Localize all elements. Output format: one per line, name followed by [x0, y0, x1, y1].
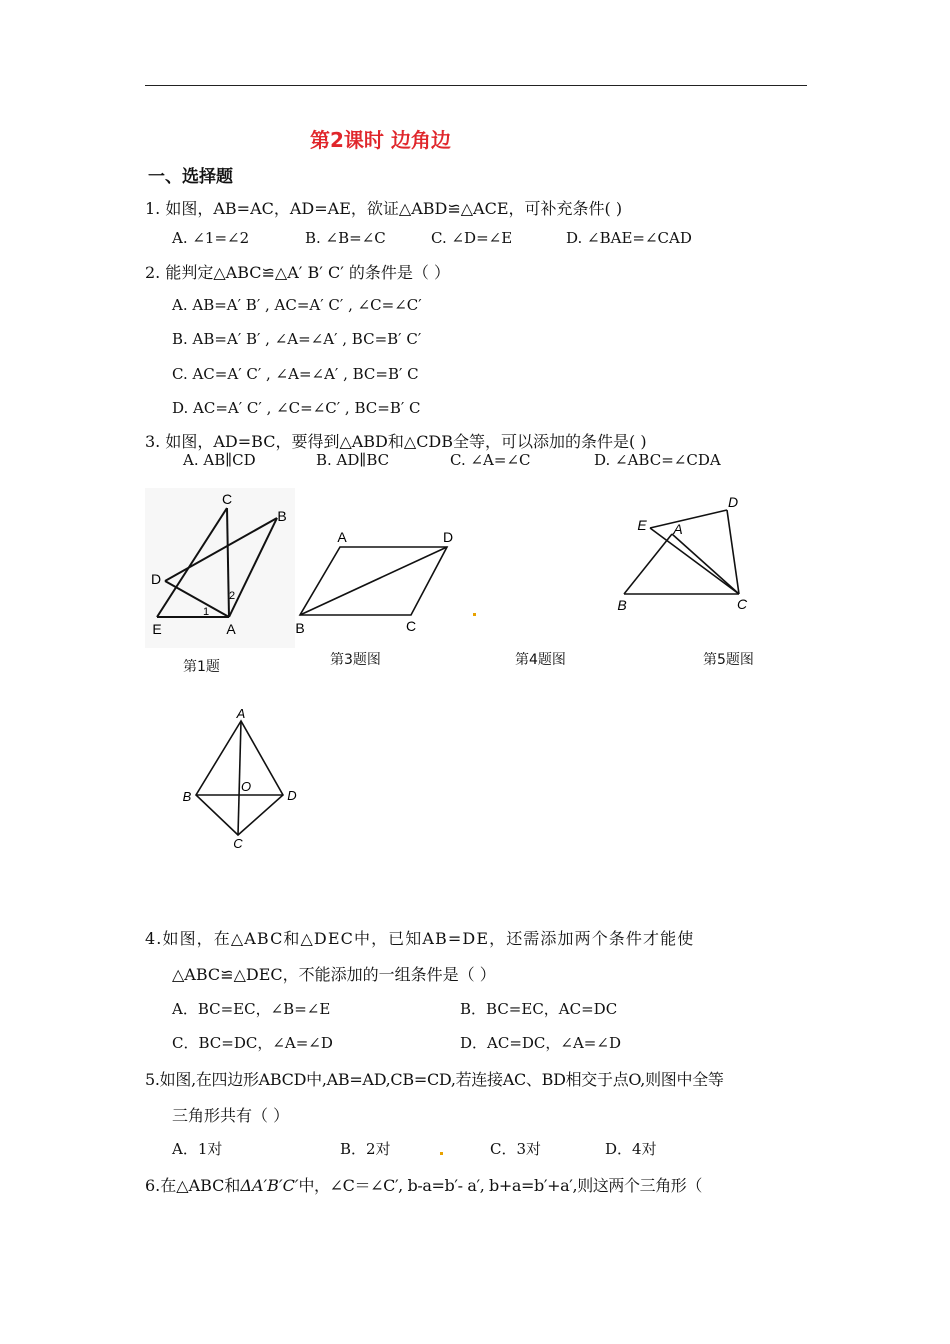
fig3-label-d: D [442, 529, 454, 545]
q3-option-a: A. AB∥CD [183, 451, 256, 469]
q4-stem-line2: △ABC≌△DEC，不能添加的一组条件是（ ） [172, 965, 496, 984]
fig3-label-b: B [295, 620, 305, 636]
fig5-label-c: C [233, 836, 243, 851]
q6-stem-part-a: 6.在△ABC和 [145, 1176, 241, 1195]
segment-dc [727, 510, 739, 594]
q5-option-d: D．4对 [605, 1140, 657, 1158]
fig5-label-o: O [240, 779, 252, 794]
segment-ed [650, 510, 727, 528]
fig1-label-angle-1: 1 [202, 606, 210, 618]
q1-option-a: A. ∠1=∠2 [172, 229, 250, 247]
figure-3-caption: 第3题图 [330, 652, 381, 668]
page-title: 第2课时 边角边 [310, 128, 451, 152]
diagonal-ac [238, 721, 241, 835]
fig1-label-d: D [150, 571, 162, 587]
marker-dot [440, 1152, 443, 1155]
q4-option-c: C．BC=DC，∠A=∠D [172, 1034, 333, 1052]
fig5-label-a: A [236, 706, 246, 721]
section-heading: 一、选择题 [148, 167, 233, 187]
fig1-label-c: C [221, 491, 233, 507]
q6-stem [145, 1173, 702, 1196]
fig1-label-angle-2: 2 [228, 590, 236, 602]
q4-option-b: B．BC=EC，AC=DC [460, 1000, 618, 1018]
fig4-label-e: E [637, 517, 647, 533]
q2-option-b: B. AB=A′ B′ , ∠A=∠A′ , BC=B′ C′ [172, 330, 422, 348]
fig3-label-a: A [337, 529, 347, 545]
fig3-label-c: C [405, 618, 417, 634]
q5-stem-line1: 5.如图,在四边形ABCD中,AB=AD,CB=CD,若连接AC、BD相交于点O,则图中全等 [145, 1070, 724, 1089]
segment-ba [624, 534, 672, 594]
diagonal-bd [300, 547, 447, 615]
q5-stem-line2: 三角形共有（ ） [172, 1106, 290, 1125]
q6-triangle-prime: ΔA′B′C′ [240, 1176, 299, 1195]
figure-1-caption: 第1题 [183, 659, 220, 675]
q6-stem-part-c: 中，∠C＝∠C′, b-a=b′- a′, b+a=b′+a′,则这两个三角形（ [298, 1176, 702, 1195]
q3-option-d: D. ∠ABC=∠CDA [594, 451, 721, 469]
figure-5 [175, 705, 310, 860]
fig4-label-b: B [617, 597, 627, 613]
q4-stem-line1: 4.如图，在△ABC和△DEC中，已知AB=DE，还需添加两个条件才能使 [145, 929, 695, 948]
q3-option-c: C. ∠A=∠C [450, 451, 531, 469]
q2-stem: 2. 能判定△ABC≌△A′ B′ C′ 的条件是（ ） [145, 263, 451, 282]
q1-option-d: D. ∠BAE=∠CAD [566, 229, 692, 247]
q1-stem: 1. 如图，AB=AC，AD=AE，欲证△ABD≌△ACE，可补充条件( ) [145, 199, 623, 218]
figure-4-caption: 第4题图 [515, 652, 566, 668]
header-rule [145, 85, 807, 86]
q4-option-a: A．BC=EC，∠B=∠E [172, 1000, 331, 1018]
q1-option-c: C. ∠D=∠E [431, 229, 513, 247]
marker-dot [473, 613, 476, 616]
figure-1 [145, 488, 295, 648]
fig4-label-c: C [736, 596, 748, 612]
fig5-label-d: D [287, 788, 297, 803]
fig1-label-a: A [226, 621, 236, 637]
q5-option-a: A．1对 [172, 1140, 223, 1158]
fig1-label-b: B [277, 508, 287, 524]
figure-5-caption: 第5题图 [703, 652, 754, 668]
q2-option-d: D. AC=A′ C′ , ∠C=∠C′ , BC=B′ C [172, 399, 421, 417]
segment-ac [672, 534, 739, 594]
fig5-label-b: B [182, 789, 192, 804]
fig4-label-d: D [727, 494, 739, 510]
fig4-label-a: A [673, 521, 683, 537]
segment-ec [650, 528, 739, 594]
figure-1-background [145, 488, 295, 648]
fig1-label-e: E [152, 621, 162, 637]
q1-option-b: B. ∠B=∠C [305, 229, 386, 247]
q3-option-b: B. AD∥BC [316, 451, 390, 469]
q4-option-d: D．AC=DC，∠A=∠D [460, 1034, 621, 1052]
figure-3 [290, 525, 460, 640]
q2-option-c: C. AC=A′ C′ , ∠A=∠A′ , BC=B′ C [172, 365, 419, 383]
q3-stem: 3. 如图，AD=BC，要得到△ABD和△CDB全等，可以添加的条件是( ) [145, 432, 647, 451]
q5-option-b: B．2对 [340, 1140, 391, 1158]
figure-4 [610, 490, 760, 615]
q2-option-a: A. AB=A′ B′ , AC=A′ C′ , ∠C=∠C′ [172, 296, 422, 314]
q5-option-c: C．3对 [490, 1140, 542, 1158]
